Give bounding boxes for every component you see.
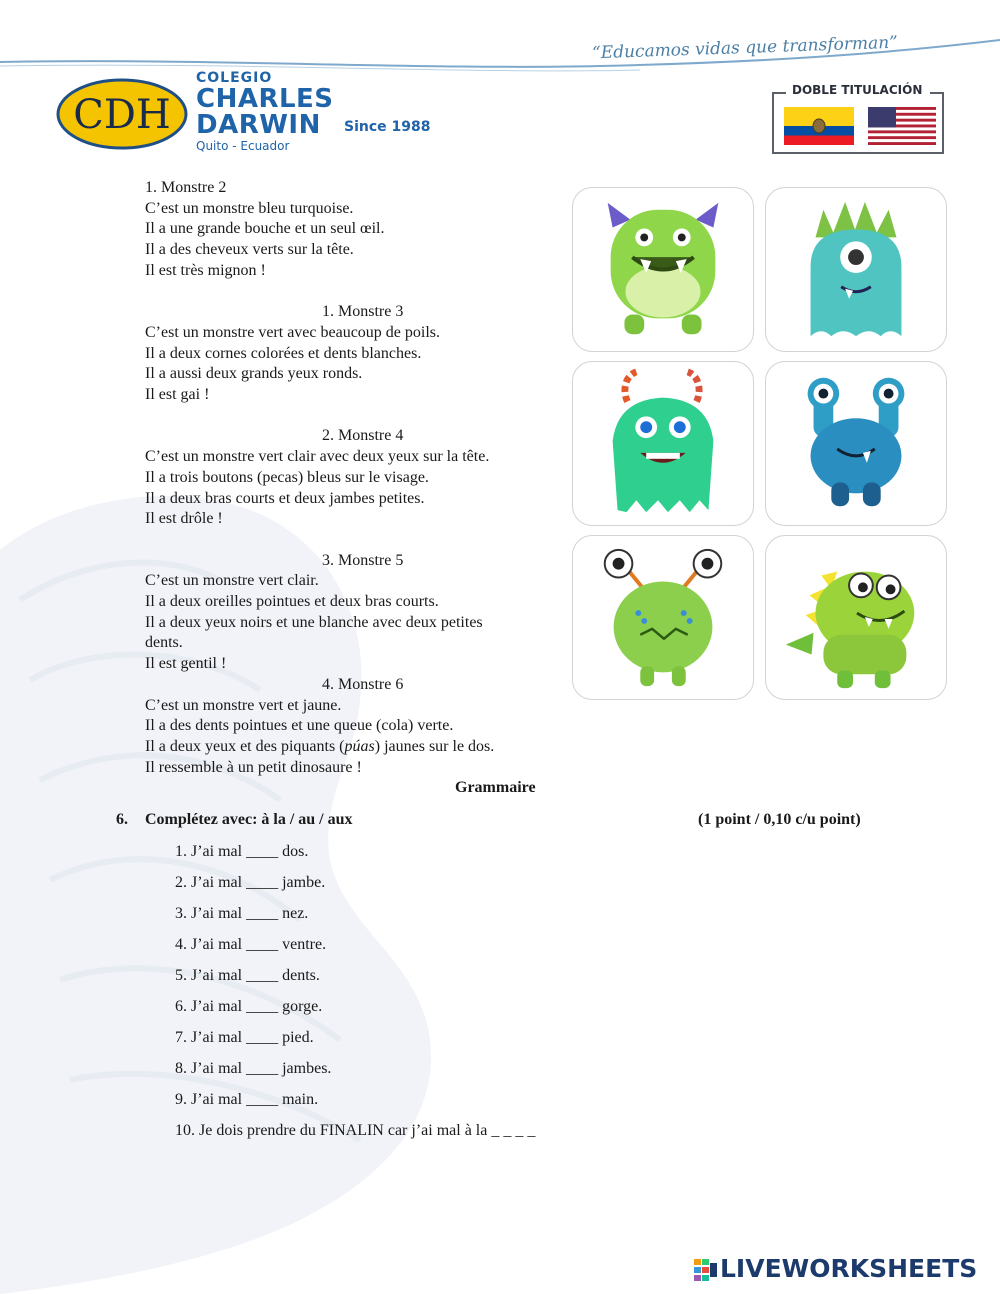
exercise-item-10: 10. Je dois prendre du FINALIN car j’ai mal à la _ _ _ _ (175, 1122, 536, 1139)
liveworksheets-wordmark: LIVEWORKSHEETS (720, 1254, 978, 1283)
monster4-line: Il est drôle ! (145, 510, 223, 528)
monster-card-4 (765, 361, 947, 526)
furry-green-monster-image (573, 362, 753, 525)
logo-location: Quito - Ecuador (196, 139, 290, 153)
exercise-item-1: 1. J’ai mal ____ dos. (175, 843, 309, 860)
monster2-line: Il est très mignon ! (145, 261, 266, 279)
school-name (196, 70, 334, 153)
logo-name-line2: DARWIN (196, 110, 321, 140)
exercise-item-8: 8. J’ai mal ____ jambes. (175, 1060, 332, 1077)
monster6-line: Il a des dents pointues et une queue (cola) verte. (145, 717, 454, 735)
monster5-line: dents. (145, 634, 183, 652)
exercise-item-3: 3. J’ai mal ____ nez. (175, 905, 309, 922)
monster2-line: Il a des cheveux verts sur la tête. (145, 241, 354, 259)
ecuador-flag-icon (784, 107, 854, 145)
monster5-line: Il est gentil ! (145, 655, 227, 673)
green-horned-monster-image (573, 188, 753, 351)
turquoise-one-eyed-monster-image (766, 188, 946, 351)
monster4-title: 2. Monstre 4 (322, 427, 404, 445)
exercise-item-5: 5. J’ai mal ____ dents. (175, 967, 320, 984)
doble-titulacion-label: DOBLE TITULACIÓN (788, 83, 926, 97)
monster5-title: 3. Monstre 5 (322, 551, 404, 569)
exercise-item-6: 6. J’ai mal ____ gorge. (175, 998, 323, 1015)
monster-card-5 (572, 535, 754, 700)
monster2-line: Il a une grande bouche et un seul œil. (145, 220, 385, 238)
logo-name-line1: CHARLES (196, 84, 334, 114)
logo-since: Since 1988 (344, 119, 431, 135)
monster4-line: C’est un monstre vert clair avec deux yeux sur la tête. (145, 448, 490, 466)
monster-card-3 (572, 361, 754, 526)
monster5-line: Il a deux oreilles pointues et deux bras courts. (145, 593, 439, 611)
usa-flag-icon (868, 107, 936, 145)
green-yellow-dino-monster-image (766, 536, 946, 699)
monster-card-6 (765, 535, 947, 700)
grammar-heading: Grammaire (455, 779, 536, 796)
monster6-line: C’est un monstre vert et jaune. (145, 696, 342, 714)
monster6-line: Il ressemble à un petit dinosaure ! (145, 758, 362, 776)
monster-card-2 (765, 187, 947, 352)
liveworksheets-logo-icon (694, 1259, 718, 1281)
monster2-line: C’est un monstre bleu turquoise. (145, 199, 354, 217)
monster3-line: C’est un monstre vert avec beaucoup de poils. (145, 323, 441, 341)
monster4-line: Il a trois boutons (pecas) bleus sur le visage. (145, 468, 429, 486)
puas-word: púas (344, 737, 375, 755)
logo-colegio: COLEGIO (196, 70, 273, 86)
monster3-line: Il a aussi deux grands yeux ronds. (145, 365, 363, 383)
logo-monogram: CDH (73, 92, 171, 138)
light-green-antenna-monster-image (573, 536, 753, 699)
exercise-item-7: 7. J’ai mal ____ pied. (175, 1029, 314, 1046)
monster5-line: Il a deux yeux noirs et une blanche avec deux petites (145, 613, 483, 631)
monster3-title: 1. Monstre 3 (322, 303, 404, 321)
question-points: (1 point / 0,10 c/u point) (698, 811, 861, 828)
monster3-line: Il a deux cornes colorées et dents blanches. (145, 344, 422, 362)
exercise-item-9: 9. J’ai mal ____ main. (175, 1091, 319, 1108)
monster4-line: Il a deux bras courts et deux jambes petites. (145, 489, 425, 507)
reading-text (145, 178, 555, 778)
blue-eye-stalk-monster-image (766, 362, 946, 525)
exercise-item-4: 4. J’ai mal ____ ventre. (175, 936, 327, 953)
monster3-line: Il est gai ! (145, 386, 210, 404)
monster-card-1 (572, 187, 754, 352)
exercise-item-2: 2. J’ai mal ____ jambe. (175, 874, 326, 891)
monster-image-grid (572, 187, 952, 701)
question-number: 6. (116, 811, 128, 828)
doble-titulacion-box (772, 83, 944, 154)
slogan: “Educamos vidas que transforman” (591, 32, 899, 64)
monster6-title: 4. Monstre 6 (322, 675, 404, 693)
question-title: Complétez avec: à la / au / aux (145, 811, 353, 828)
monster6-line: Il a deux yeux et des piquants (púas) jaunes sur le dos. (145, 737, 495, 755)
monster2-title: 1. Monstre 2 (145, 179, 227, 196)
monster5-line: C’est un monstre vert clair. (145, 572, 319, 590)
school-logo-emblem (56, 78, 188, 150)
